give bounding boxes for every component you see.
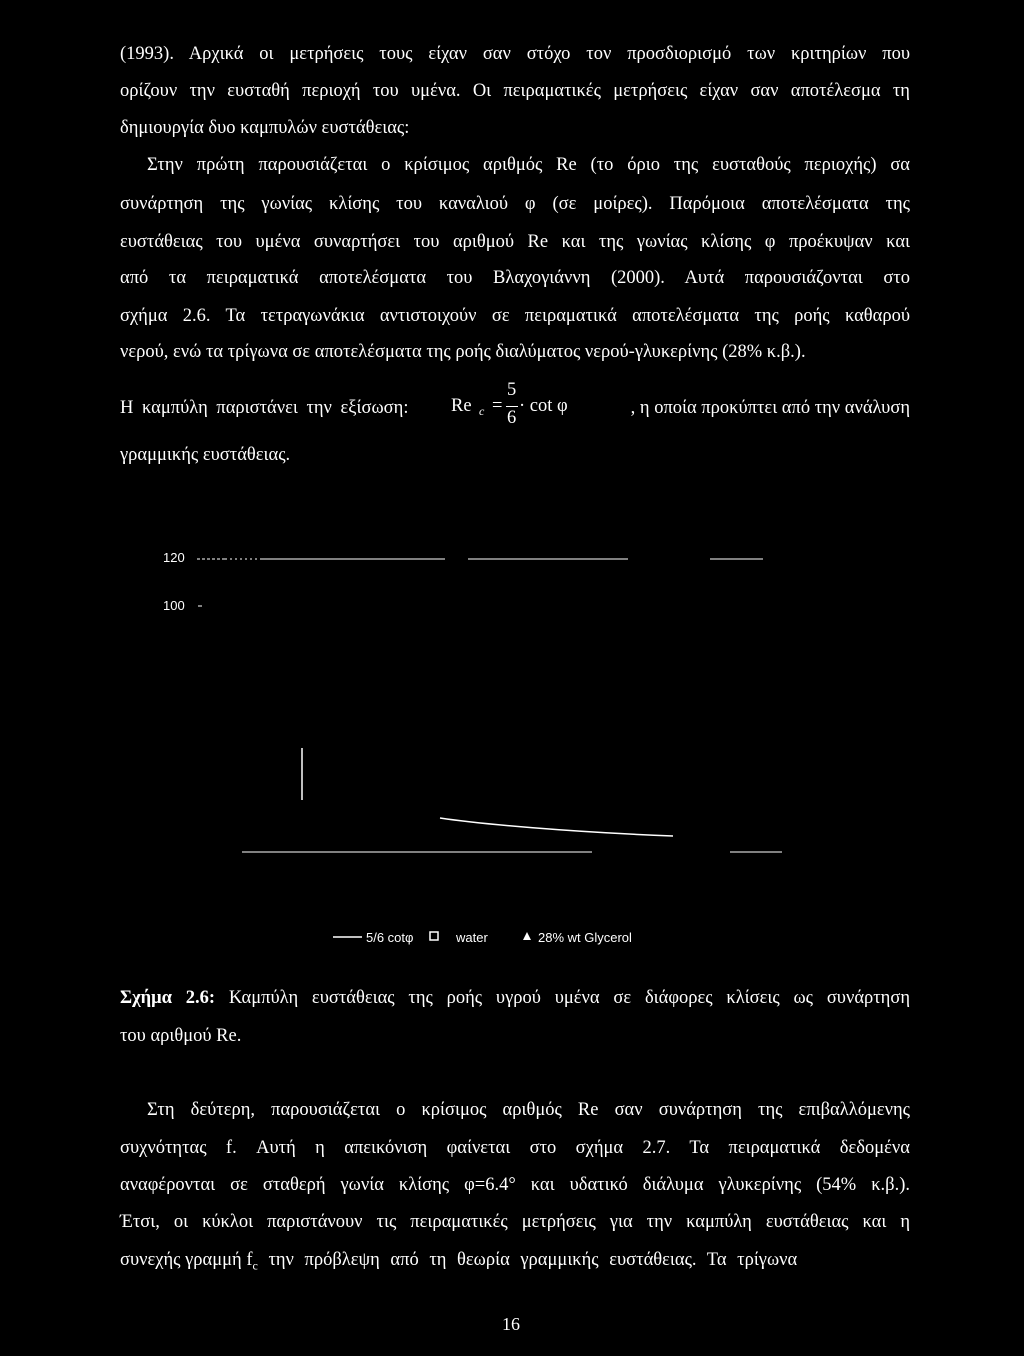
text-line: Στην πρώτη παρουσιάζεται ο κρίσιμος αριθμός Re (το όριο της ευσταθούς περιοχής) σα <box>147 155 910 175</box>
text-line: συχνότητας f. Αυτή η απεικόνιση φαίνεται στο σχήμα 2.7. Τα πειραματικά δεδομένα <box>120 1138 910 1158</box>
equation-lhs: Re <box>451 396 472 416</box>
text-part: την πρόβλεψη από τη θεωρία γραμμικής ευστάθειας. Τα τρίγωνα <box>257 1250 798 1270</box>
page-number: 16 <box>502 1314 520 1334</box>
y-tick-label: 120 <box>163 550 185 565</box>
chart-plot <box>150 540 790 950</box>
text-line <box>120 1248 910 1278</box>
text-line: ορίζουν την ευσταθή περιοχή του υμένα. Οι πειραματικές μετρήσεις είχαν σαν αποτέλεσμα τη <box>120 81 910 101</box>
text-part: συνεχής γραμμή f <box>120 1250 253 1270</box>
equation-rhs: · cot φ <box>519 396 568 416</box>
text-line: νερού, ενώ τα τρίγωνα σε αποτελέσματα της ροής διαλύματος νερού-γλυκερίνης (28% κ.β.). <box>120 342 806 362</box>
curve-5-6-cot <box>440 818 673 836</box>
equation-num: 5 <box>507 380 517 400</box>
y-tick-label: 100 <box>163 598 185 613</box>
equation-suffix: , η οποία προκύπτει από την ανάλυση <box>630 398 910 418</box>
legend-square-swatch <box>430 932 438 940</box>
text-line: Στη δεύτερη, παρουσιάζεται ο κρίσιμος αριθμός Re σαν συνάρτηση της επιβαλλόμενης <box>147 1100 910 1120</box>
fraction-bar <box>506 406 518 407</box>
figure <box>150 540 790 950</box>
text-line: Έτσι, οι κύκλοι παριστάνουν τις πειραματικές μετρήσεις για την καμπύλη ευστάθειας και η <box>120 1212 910 1232</box>
legend-label: 28% wt Glycerol <box>538 930 632 945</box>
legend-triangle-swatch <box>523 932 531 940</box>
figure-caption-cont: του αριθμού Re. <box>120 1026 242 1046</box>
text-line: από τα πειραματικά αποτελέσματα του Βλαχογιάννη (2000). Αυτά παρουσιάζονται στο <box>120 268 910 288</box>
text-line: σχήμα 2.6. Τα τετραγωνάκια αντιστοιχούν σε πειραματικά αποτελέσματα της ροής καθαρού <box>120 306 910 326</box>
equation-sub: c <box>479 404 485 418</box>
text-line: δημιουργία δυο καμπυλών ευστάθειας: <box>120 118 410 138</box>
text-line: (1993). Αρχικά οι μετρήσεις τους είχαν σαν στόχο τον προσδιορισμό των κριτηρίων που <box>120 44 910 64</box>
text-line: συνάρτηση της γωνίας κλίσης του καναλιού φ (σε μοίρες). Παρόμοια αποτελέσματα της <box>120 194 910 214</box>
legend-label: 5/6 cotφ <box>366 930 414 945</box>
equation-eq: = <box>492 396 503 416</box>
equation-prefix: Η καμπύλη παριστάνει την εξίσωση: <box>120 398 409 418</box>
equation-den: 6 <box>507 408 517 428</box>
text-segment <box>120 1248 797 1278</box>
text-line: αναφέρονται σε σταθερή γωνία κλίσης φ=6.4° και υδατικό διάλυμα γλυκερίνης (54% κ.β.). <box>120 1175 910 1195</box>
caption-text: Καμπύλη ευστάθειας της ροής υγρού υμένα σε διάφορες κλίσεις ως συνάρτηση <box>215 988 910 1008</box>
text-line: ευστάθειας του υμένα συναρτήσει του αριθμού Re και της γωνίας κλίσης φ προέκυψαν και <box>120 232 910 252</box>
legend-label: water <box>456 930 488 945</box>
subscript: c <box>252 1258 258 1273</box>
figure-caption <box>120 986 910 1010</box>
text-line: γραμμικής ευστάθειας. <box>120 445 291 465</box>
caption-label: Σχήμα 2.6: <box>120 988 216 1008</box>
equation <box>451 380 601 430</box>
